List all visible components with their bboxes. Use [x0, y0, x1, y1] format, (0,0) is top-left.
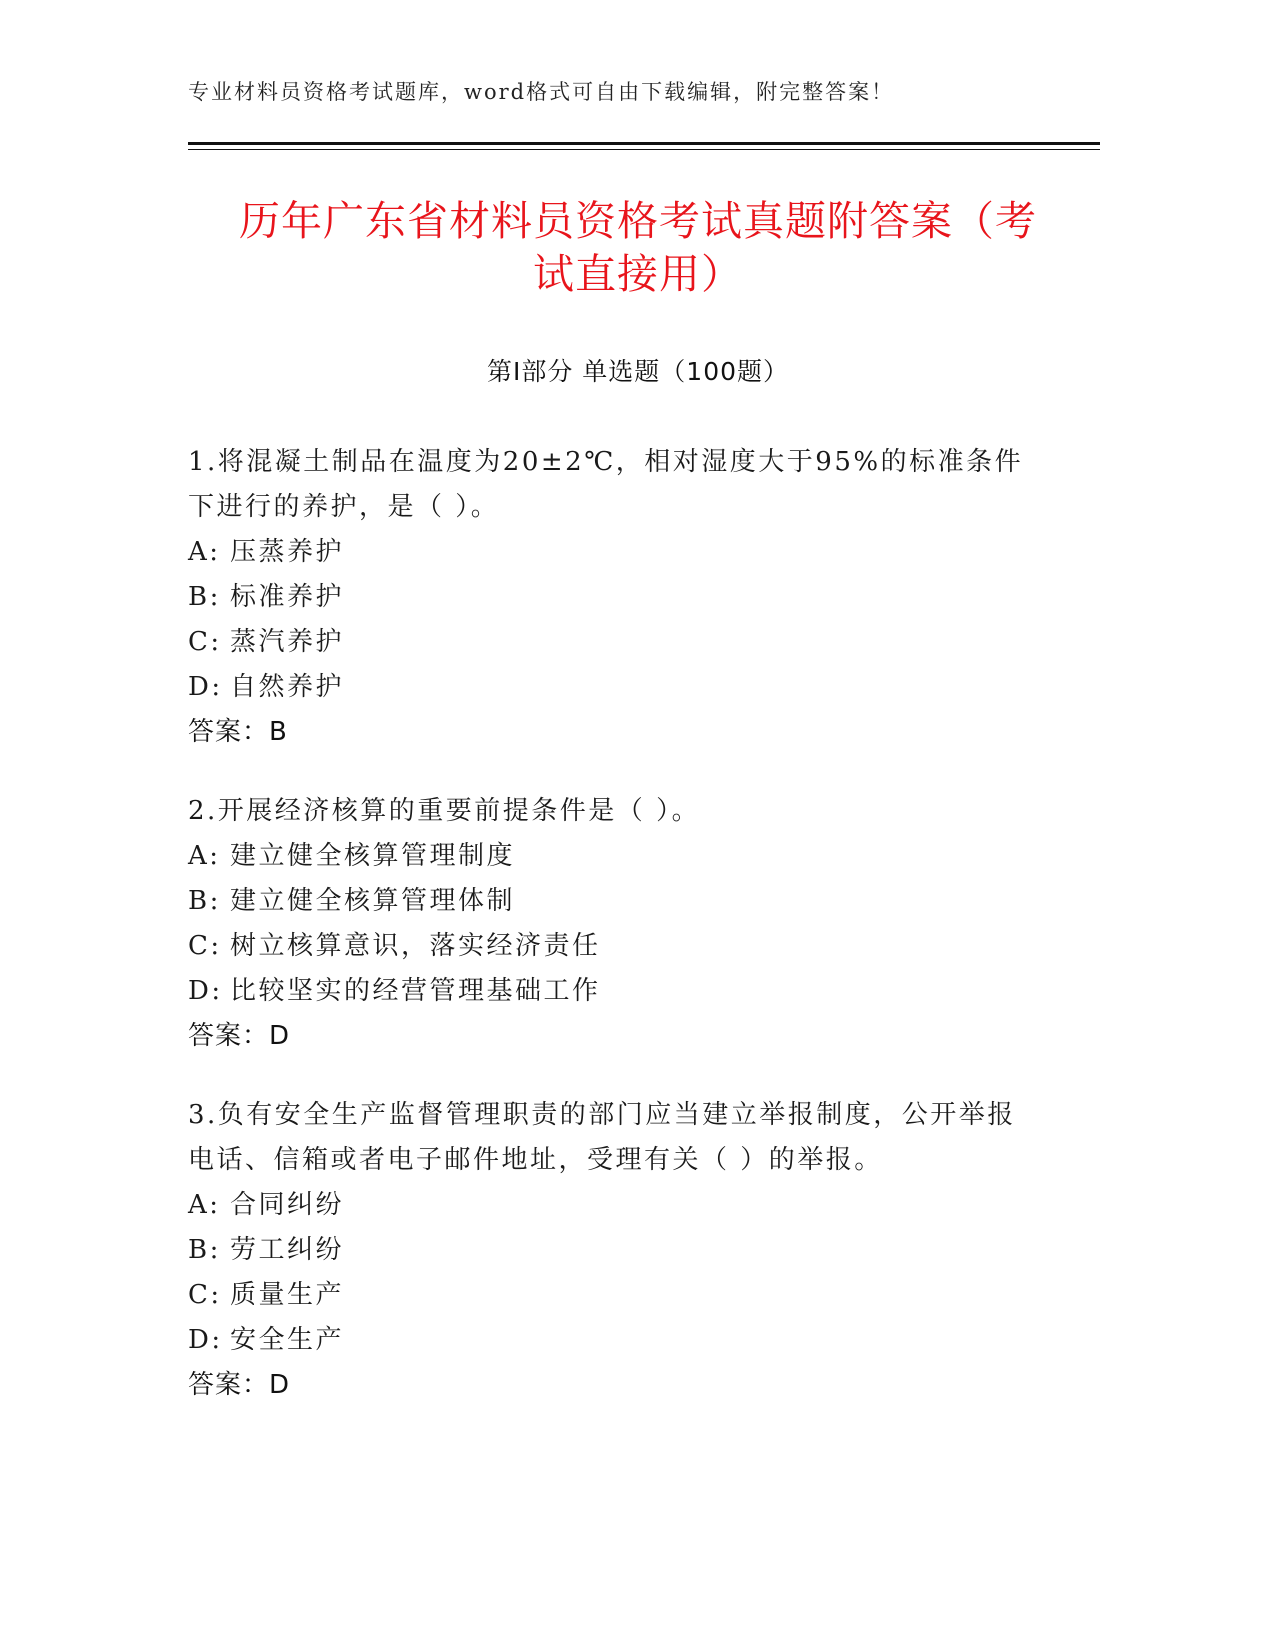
header-rule-thin: [188, 149, 1100, 150]
answer-line: 答案：D: [188, 1021, 291, 1051]
option-c: [188, 924, 1048, 969]
option-a: [188, 1183, 1048, 1228]
option-key: A:: [188, 841, 221, 871]
option-text: 建立健全核算管理体制: [230, 886, 516, 916]
option-text: 树立核算意识，落实经济责任: [230, 931, 601, 961]
option-key: D:: [188, 1325, 223, 1355]
option-text: 劳工纠纷: [230, 1235, 345, 1265]
option-text: 安全生产: [230, 1325, 345, 1355]
option-text: 自然养护: [230, 672, 345, 702]
question-text: 2.开展经济核算的重要前提条件是（ ）。: [188, 796, 701, 826]
option-key: C:: [188, 627, 222, 657]
option-d: [188, 969, 1048, 1014]
option-d: [188, 1318, 1048, 1363]
option-key: A:: [188, 537, 221, 567]
option-d: [188, 665, 1048, 710]
option-c: [188, 620, 1048, 665]
answer-line: 答案：B: [188, 717, 288, 747]
option-b: [188, 1228, 1048, 1273]
option-b: [188, 575, 1048, 620]
option-key: D:: [188, 672, 223, 702]
question-3: [188, 1093, 1048, 1408]
question-2: [188, 789, 1048, 1059]
header-rule-thick: [188, 142, 1100, 145]
question-text: 1.将混凝土制品在温度为20±2℃，相对湿度大于95%的标准条件下进行的养护，是（ ）。: [188, 447, 1024, 522]
document-title: [188, 195, 1088, 301]
question-list: [188, 440, 1048, 1442]
option-key: A:: [188, 1190, 221, 1220]
option-text: 蒸汽养护: [230, 627, 345, 657]
question-1: [188, 440, 1048, 755]
document-title-line-2: 试直接用）: [533, 250, 743, 298]
document-title-line-1: 历年广东省材料员资格考试真题附答案（考: [239, 197, 1037, 245]
option-key: C:: [188, 1280, 222, 1310]
option-key: B:: [188, 582, 221, 612]
answer-line: 答案：D: [188, 1370, 291, 1400]
option-text: 压蒸养护: [230, 537, 345, 567]
page-header-text: 专业材料员资格考试题库，word格式可自由下载编辑，附完整答案！: [188, 80, 895, 104]
option-key: B:: [188, 1235, 221, 1265]
option-text: 建立健全核算管理制度: [230, 841, 516, 871]
option-a: [188, 834, 1048, 879]
option-key: B:: [188, 886, 221, 916]
question-text: 3.负有安全生产监督管理职责的部门应当建立举报制度，公开举报电话、信箱或者电子邮件地址，受理有关（ ）的举报。: [188, 1100, 1016, 1175]
option-c: [188, 1273, 1048, 1318]
section-title: 第Ⅰ部分 单选题（100题）: [486, 357, 790, 386]
option-key: C:: [188, 931, 222, 961]
option-key: D:: [188, 976, 223, 1006]
option-text: 比较坚实的经营管理基础工作: [230, 976, 601, 1006]
option-text: 质量生产: [230, 1280, 345, 1310]
option-text: 标准养护: [230, 582, 345, 612]
option-text: 合同纠纷: [230, 1190, 345, 1220]
option-b: [188, 879, 1048, 924]
option-a: [188, 530, 1048, 575]
